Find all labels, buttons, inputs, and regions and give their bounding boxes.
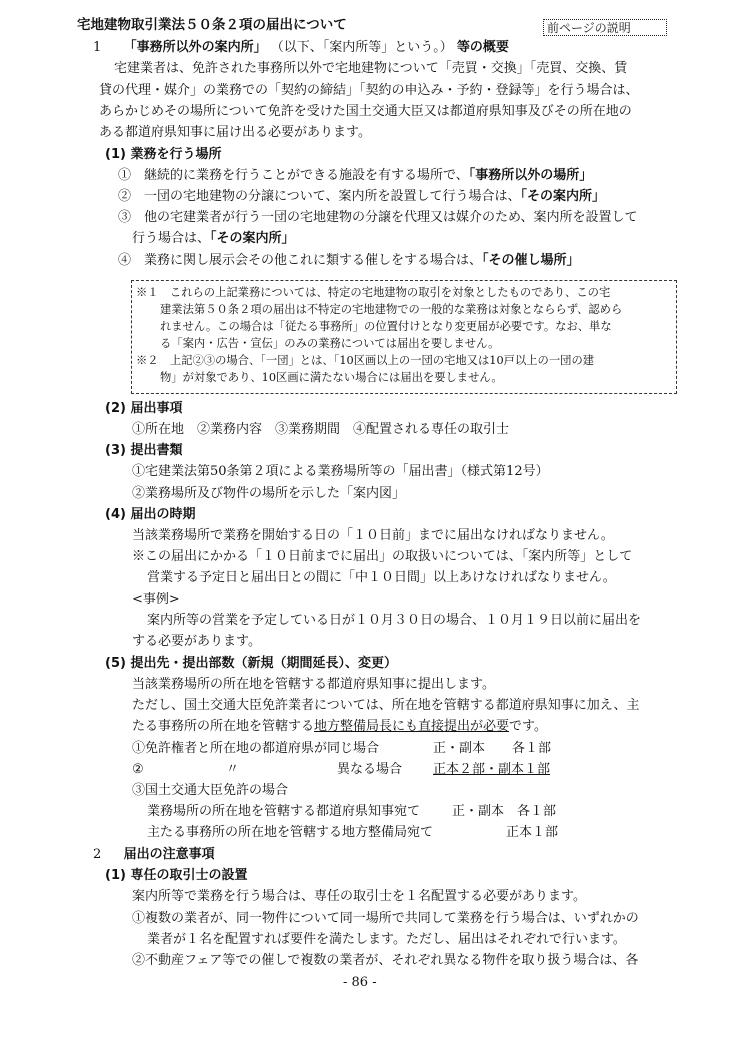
body-line: ただし、国土交通大臣免許業者については、所在地を管轄する都道府県知事に加え、主 — [132, 698, 640, 713]
section-number: 1 — [93, 40, 102, 55]
subsection-title: (4) 届出の時期 — [105, 507, 196, 522]
prev-page-link[interactable]: 前ページの説明 — [543, 19, 667, 36]
body-text: たる事務所の所在地を管轄する — [132, 719, 315, 734]
body-line: ①所在地 ②業務内容 ③業務期間 ④配置される専任の取引士 — [132, 422, 510, 437]
submission-row-2b: 異なる場合 — [337, 762, 403, 777]
body-line: 業者が１名を配置すれば要件を満たします。ただし、届出はそれぞれで行います。 — [147, 932, 626, 947]
note-line: ※１ これらの上記業務については、特定の宅地建物の取引を対象としたものであり、この宅 — [136, 286, 611, 299]
body-line — [132, 716, 547, 737]
body-line: ②業務場所及び物件の場所を示した「案内図」 — [132, 486, 406, 501]
submission-row-5c: 正本１部 — [506, 825, 559, 840]
heading-bold: 「事務所以外の案内所」 — [123, 40, 267, 55]
heading-tail: 等の概要 — [456, 40, 509, 55]
note-line: 建業法第５０条２項の届出は不特定の宅地建物での一般的な業務は対象となららず、認めら — [160, 303, 623, 316]
underlined-text: 地方整備局長にも直接提出が必要 — [314, 719, 510, 734]
section-1-heading — [93, 37, 509, 58]
section-2-heading — [93, 844, 215, 865]
body-line: ①複数の業者が、同一物件について同一場所で共同して業務を行う場合は、いずれかの — [132, 911, 639, 926]
body-line: 当該業務場所で業務を開始する日の「１０日前」までに届出なければなりません。 — [132, 528, 614, 543]
list-item-text: 行う場合は、 — [132, 231, 211, 246]
note-line: 物」が対象であり、10区画に満たない場合には届出を要しません。 — [160, 371, 503, 384]
example-label: <事例> — [132, 592, 180, 607]
subsection-title: (5) 提出先・提出部数（新規（期間延長）、変更） — [105, 656, 397, 671]
body-text: です。 — [509, 719, 547, 734]
body-line: ②不動産フェア等での催しで複数の業者が、それぞれ異なる物件を取り扱う場合は、各 — [132, 953, 639, 968]
page-number: - 86 - — [343, 975, 377, 990]
list-item — [118, 165, 592, 186]
body-line: 当該業務場所の所在地を管轄する都道府県知事に提出します。 — [132, 677, 495, 692]
submission-row-4b: 正・副本 — [452, 804, 505, 819]
submission-row-2a: ② — [132, 762, 144, 777]
submission-row-2c: 正本２部・副本１部 — [433, 762, 551, 777]
list-item-bold: 「その催し場所」 — [482, 253, 580, 268]
body-line: ※この届出にかかる「１０日前までに届出」の取扱いについては、「案内所等」として — [132, 549, 633, 564]
intro-line: 貸の代理・媒介」の業務での「契約の締結」「契約の申込み・予約・登録等」を行う場合は、 — [99, 83, 639, 98]
list-item — [118, 207, 637, 228]
heading-bold: 届出の注意事項 — [123, 847, 215, 862]
body-line: 案内所等で業務を行う場合は、専任の取引士を１名配置する必要があります。 — [132, 889, 586, 904]
submission-row-4a: 業務場所の所在地を管轄する都道府県知事宛て — [147, 804, 421, 819]
body-line: 営業する予定日と届出日との間に「中１０日間」以上あけなければなりません。 — [147, 570, 616, 585]
note-line: れません。この場合は「従たる事務所」の位置付けとなり変更届が必要です。なお、単な — [160, 320, 612, 333]
subsection-title: (2) 届出事項 — [105, 401, 183, 416]
submission-row-1a: ①免許権者と所在地の都道府県が同じ場合 — [132, 741, 380, 756]
list-item-text: ③ 他の宅建業者が行う一団の宅地建物の分譲を代理又は媒介のため、案内所を設置して — [118, 210, 638, 225]
note-line: る「案内・広告・宣伝」のみの業務については届出を要しません。 — [160, 337, 500, 350]
body-line: する必要があります。 — [132, 634, 261, 649]
list-item-text: ② 一団の宅地建物の分譲について、案内所を設置して行う場合は、 — [118, 189, 521, 204]
subsection-title: (1) 業務を行う場所 — [105, 147, 222, 162]
list-item-bold: 「その案内所」 — [520, 189, 605, 204]
subsection-title: (3) 提出書類 — [105, 443, 183, 458]
list-item — [118, 186, 605, 207]
subsection-title: (1) 専任の取引士の設置 — [105, 868, 248, 883]
ditto-mark: 〃 — [226, 762, 240, 777]
list-item-bold: 「事務所以外の場所」 — [468, 168, 593, 183]
submission-row-1b: 正・副本 — [433, 741, 486, 756]
intro-line: ある都道府県知事に届け出る必要があります。 — [99, 125, 371, 140]
list-item-continued — [132, 228, 295, 249]
intro-line: 宅建業者は、免許された事務所以外で宅地建物について「売買・交換」「売買、交換、賃 — [114, 61, 628, 76]
submission-row-5a: 主たる事務所の所在地を管轄する地方整備局宛て — [147, 825, 434, 840]
note-line: ※２ 上記②③の場合、「一団」とは、「10区画以上の一団の宅地又は10戸以上の一団の建 — [136, 354, 595, 367]
list-item — [118, 250, 580, 271]
intro-line: あらかじめその場所について免許を受けた国土交通大臣又は都道府県知事及びその所在地の — [99, 104, 632, 119]
page-title: 宅地建物取引業法５０条２項の届出について — [77, 17, 347, 33]
list-item-bold: 「その案内所」 — [210, 231, 295, 246]
heading-rest: （以下、「案内所等」という。） — [270, 40, 453, 55]
submission-row-4c: 各１部 — [517, 804, 557, 819]
submission-row-1c: 各１部 — [512, 741, 552, 756]
list-item-text: ① 継続的に業務を行うことができる施設を有する場所で、 — [118, 168, 469, 183]
submission-row-3: ③国土交通大臣免許の場合 — [132, 783, 289, 798]
body-line: ①宅建業法第50条第２項による業務場所等の「届出書」（様式第12号） — [132, 464, 549, 479]
list-item-text: ④ 業務に関し展示会その他これに類する催しをする場合は、 — [118, 253, 483, 268]
body-line: 案内所等の営業を予定している日が１０月３０日の場合、１０月１９日以前に届出を — [147, 613, 642, 628]
section-number: 2 — [93, 847, 102, 862]
